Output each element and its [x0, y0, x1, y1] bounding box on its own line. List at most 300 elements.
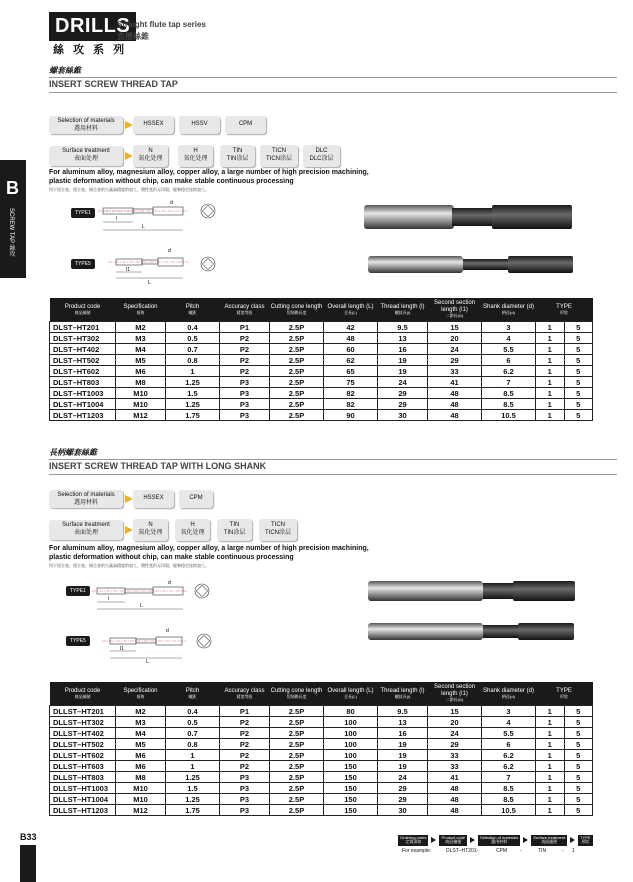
table-cell: M4 [116, 344, 166, 355]
table-cell: 1 [536, 366, 565, 377]
svg-text:l1: l1 [126, 267, 130, 273]
table-row [50, 344, 593, 355]
section2-table-body [50, 706, 593, 816]
table-cell: 10.5 [482, 410, 536, 421]
section1-description: For aluminum alloy, magnesium alloy, copper alloy, a large number of high precision machining, plastic deformation without chip, can make stable continuous processing [49, 169, 369, 185]
table-cell: 62 [324, 355, 378, 366]
section1-table-body [50, 322, 593, 421]
section1-rule [49, 77, 617, 78]
arrow-icon [570, 837, 575, 843]
series-title-en: Straight flute tap series [117, 20, 206, 29]
table-cell: DLST–HT502 [50, 355, 116, 366]
table-cell: 5 [564, 783, 593, 794]
table-cell: 29 [378, 783, 428, 794]
table-cell: P3 [220, 783, 270, 794]
svg-text:L: L [142, 224, 145, 230]
col-specification: Specification 規格 [116, 298, 166, 322]
table-row [50, 355, 593, 366]
table-row [50, 388, 593, 399]
table-cell: 24 [428, 344, 482, 355]
table-cell: 1 [536, 706, 565, 717]
table-row [50, 761, 593, 772]
table-cell: DLLST–HT1004 [50, 794, 116, 805]
brand-logo: DRILLS [49, 12, 136, 41]
col-thread-length: Thread length (l) 螺紋長(l) [378, 682, 428, 706]
table-cell: P3 [220, 772, 270, 783]
table-cell: 5 [564, 388, 593, 399]
svg-text:L: L [140, 603, 143, 609]
table-cell: 33 [428, 750, 482, 761]
table-cell: DLLST–HT502 [50, 739, 116, 750]
table-cell: 82 [324, 388, 378, 399]
table-cell: 6.2 [482, 750, 536, 761]
table-cell: 2.5P [270, 728, 324, 739]
table-cell: 48 [428, 794, 482, 805]
table-cell: 5 [564, 366, 593, 377]
table-cell: 9.5 [378, 706, 428, 717]
table-row [50, 805, 593, 816]
table-cell: P2 [220, 333, 270, 344]
material-option: HSSEX [133, 116, 174, 134]
table-cell: 2.5P [270, 717, 324, 728]
section2-rule-2 [49, 474, 617, 475]
section2-description-cn: 用于铝合金、镁合金、铜合金的大量高精度的加工，塑性变形无切屑，能够稳定连续加工。 [49, 563, 209, 568]
table-cell: P2 [220, 761, 270, 772]
table-cell: 48 [428, 388, 482, 399]
table-cell: M5 [116, 355, 166, 366]
table-cell: 10.5 [482, 805, 536, 816]
table-cell: 1 [536, 344, 565, 355]
table-cell: 100 [324, 750, 378, 761]
table-cell: 1.75 [166, 805, 220, 816]
table-cell: DLLST–HT1003 [50, 783, 116, 794]
type5-long-tap-drawing [92, 624, 222, 664]
table-cell: 100 [324, 728, 378, 739]
table-cell: 19 [378, 355, 428, 366]
arrow-icon [125, 495, 133, 503]
table-cell: 24 [378, 772, 428, 783]
table-cell: 48 [428, 410, 482, 421]
table-row [50, 794, 593, 805]
table-row [50, 739, 593, 750]
table-cell: 1 [166, 366, 220, 377]
table-cell: 5 [564, 728, 593, 739]
table-cell: P2 [220, 355, 270, 366]
table-cell: P3 [220, 805, 270, 816]
table-cell: P3 [220, 377, 270, 388]
table-cell: 5 [564, 750, 593, 761]
order-box: Product code 商品編號 [441, 835, 466, 845]
surface-option: TICN TICN涂层 [259, 519, 297, 541]
table-cell: 0.5 [166, 717, 220, 728]
table-cell: 24 [428, 728, 482, 739]
table-cell: DLST–HT602 [50, 366, 116, 377]
order-box: Surface treatment 表面處理 [533, 835, 566, 845]
section2-spec-table [49, 682, 593, 816]
table-cell: M10 [116, 783, 166, 794]
table-cell: 48 [428, 783, 482, 794]
type1-tag: TYPE1 [71, 208, 95, 218]
table-cell: P2 [220, 728, 270, 739]
table-cell: M6 [116, 366, 166, 377]
table-cell: 1.5 [166, 388, 220, 399]
table-cell: 30 [378, 410, 428, 421]
table-cell: 65 [324, 366, 378, 377]
col-shank-diameter: Shank diameter (d) 柄徑(d) [482, 682, 536, 706]
col-product-code: Product code 商品編號 [50, 682, 116, 706]
table-cell: 2.5P [270, 739, 324, 750]
table-cell: P2 [220, 750, 270, 761]
surface-option: N 氮化处理 [133, 519, 168, 541]
section1-description-cn: 用于铝合金、镁合金、铜合金的大量高精度的加工，塑性变形无切屑，能够稳定连续加工。 [49, 187, 209, 192]
section2-title-en: INSERT SCREW THREAD TAP WITH LONG SHANK [49, 461, 267, 471]
table-row [50, 728, 593, 739]
surface-option: H 氧化处理 [178, 145, 213, 167]
arrow-icon [523, 837, 528, 843]
table-cell: 150 [324, 805, 378, 816]
table-row [50, 399, 593, 410]
table-cell: 6.2 [482, 761, 536, 772]
table-cell: 1 [536, 322, 565, 333]
table-cell: 30 [378, 805, 428, 816]
table-row [50, 333, 593, 344]
svg-text:L: L [148, 280, 151, 286]
table-cell: 24 [378, 377, 428, 388]
table-cell: 2.5P [270, 706, 324, 717]
section1-title-cn: 螺套絲錐 [49, 66, 81, 75]
section1-rule-2 [49, 92, 617, 93]
table-cell: 6.2 [482, 366, 536, 377]
series-title-cn: 直槽絲錐 [117, 32, 149, 41]
table-cell: 20 [428, 717, 482, 728]
table-cell: 2.5P [270, 322, 324, 333]
table-cell: 1.25 [166, 794, 220, 805]
material-option: CPM [179, 490, 213, 508]
surface-option: TIN TIN涂层 [217, 519, 252, 541]
table-cell: 19 [378, 366, 428, 377]
section2-materials-label: Selection of materials 選用材料 [49, 490, 123, 508]
table-cell: 5 [564, 794, 593, 805]
section2-description: For aluminum alloy, magnesium alloy, copper alloy, a large number of high precision machining, plastic deformation without chip, can make stable continuous processing [49, 545, 369, 561]
chapter-tab [0, 160, 26, 278]
surface-option: TIN TIN涂层 [220, 145, 255, 167]
table-cell: M4 [116, 728, 166, 739]
long-tap-photo-1 [366, 577, 578, 605]
table-cell: 19 [378, 739, 428, 750]
table-row [50, 750, 593, 761]
surface-option: TICN TICN涂层 [260, 145, 298, 167]
table-cell: 1 [536, 388, 565, 399]
order-box: TYPE 形狀 [580, 835, 591, 845]
table-cell: 19 [378, 750, 428, 761]
material-option: HSSEX [133, 490, 174, 508]
table-cell: 5 [564, 333, 593, 344]
table-cell: 100 [324, 717, 378, 728]
arrow-icon [470, 837, 475, 843]
table-cell: 42 [324, 322, 378, 333]
table-cell: 2.5P [270, 783, 324, 794]
table-cell: M10 [116, 388, 166, 399]
table-cell: 5 [564, 355, 593, 366]
table-cell: M5 [116, 739, 166, 750]
surface-option: H 氧化处理 [175, 519, 210, 541]
table-cell: 29 [378, 399, 428, 410]
table-cell: M8 [116, 377, 166, 388]
table-cell: 150 [324, 794, 378, 805]
col-type: TYPE 形狀 [536, 298, 593, 322]
table-cell: 5 [564, 344, 593, 355]
table-cell: 150 [324, 783, 378, 794]
table-cell: 1 [536, 355, 565, 366]
svg-text:l: l [116, 216, 118, 222]
table-row [50, 377, 593, 388]
table-cell: M12 [116, 410, 166, 421]
table-cell: 5 [564, 761, 593, 772]
table-cell: P2 [220, 717, 270, 728]
section1-spec-table [49, 298, 593, 421]
tap-photo-long [362, 200, 577, 234]
table-cell: P3 [220, 410, 270, 421]
svg-text:L: L [146, 659, 149, 664]
table-cell: M8 [116, 772, 166, 783]
table-cell: P1 [220, 322, 270, 333]
table-cell: 0.7 [166, 344, 220, 355]
section2-surface-label: Surface treatment 表面处理 [49, 520, 123, 540]
table-row [50, 717, 593, 728]
table-cell: 5 [564, 410, 593, 421]
table-cell: P2 [220, 344, 270, 355]
table-cell: 0.4 [166, 322, 220, 333]
table-cell: 1 [536, 717, 565, 728]
table-cell: 0.8 [166, 355, 220, 366]
table-cell: 5 [564, 399, 593, 410]
table-cell: M3 [116, 717, 166, 728]
table-cell: 80 [324, 706, 378, 717]
table-cell: 41 [428, 377, 482, 388]
table-cell: P3 [220, 399, 270, 410]
table-cell: 15 [428, 706, 482, 717]
table-cell: P2 [220, 739, 270, 750]
table-cell: 2.5P [270, 410, 324, 421]
type1-long-tap-drawing [92, 576, 222, 616]
table-cell: 8.5 [482, 783, 536, 794]
table-header-row [50, 298, 593, 322]
table-row [50, 366, 593, 377]
arrow-icon [125, 121, 133, 129]
table-row [50, 783, 593, 794]
table-cell: 9.5 [378, 322, 428, 333]
table-cell: M2 [116, 706, 166, 717]
table-cell: 48 [324, 333, 378, 344]
svg-text:d: d [168, 248, 171, 254]
table-cell: 150 [324, 761, 378, 772]
table-cell: 1 [536, 772, 565, 783]
table-cell: 1.25 [166, 377, 220, 388]
table-cell: 6 [482, 355, 536, 366]
table-cell: 5 [564, 322, 593, 333]
table-cell: 8.5 [482, 399, 536, 410]
table-cell: 29 [428, 739, 482, 750]
table-cell: 1 [536, 739, 565, 750]
col-second-length: Second section length (l1) 二節長(l1) [428, 682, 482, 706]
table-cell: 2.5P [270, 805, 324, 816]
table-cell: 33 [428, 761, 482, 772]
table-cell: 82 [324, 399, 378, 410]
col-product-code: Product code 商品編號 [50, 298, 116, 322]
table-cell: DLLST–HT803 [50, 772, 116, 783]
order-box: Ordering notes 定貨須知 [400, 835, 427, 845]
table-cell: 1.5 [166, 783, 220, 794]
table-cell: 3 [482, 706, 536, 717]
table-row [50, 322, 593, 333]
table-cell: 48 [428, 399, 482, 410]
table-cell: M6 [116, 750, 166, 761]
table-cell: 16 [378, 344, 428, 355]
table-cell: 0.8 [166, 739, 220, 750]
table-cell: 1 [536, 728, 565, 739]
table-cell: 15 [428, 322, 482, 333]
table-cell: 1 [536, 333, 565, 344]
table-cell: 90 [324, 410, 378, 421]
table-cell: 100 [324, 739, 378, 750]
svg-text:l1: l1 [120, 646, 124, 652]
table-cell: DLST–HT1003 [50, 388, 116, 399]
type5-tag: TYPE5 [71, 259, 95, 269]
col-cutting-cone: Cutting cone length 切削錐長度 [270, 682, 324, 706]
table-cell: 13 [378, 717, 428, 728]
col-pitch: Pitch 螺距 [166, 298, 220, 322]
table-cell: M6 [116, 761, 166, 772]
table-cell: 4 [482, 333, 536, 344]
col-shank-diameter: Shank diameter (d) 柄徑(d) [482, 298, 536, 322]
table-cell: 5.5 [482, 344, 536, 355]
table-cell: DLLST–HT603 [50, 761, 116, 772]
table-cell: 5.5 [482, 728, 536, 739]
table-cell: 2.5P [270, 750, 324, 761]
brand-title-cn: 絲 攻 系 列 [53, 44, 128, 56]
table-cell: 1.25 [166, 772, 220, 783]
table-cell: 1.75 [166, 410, 220, 421]
col-thread-length: Thread length (l) 螺紋長(l) [378, 298, 428, 322]
order-legend [398, 835, 593, 846]
long-tap-photo-2 [366, 620, 578, 644]
table-cell: 1.25 [166, 399, 220, 410]
col-second-length: Second section length (l1) 二節長(l1) [428, 298, 482, 322]
table-cell: DLLST–HT1203 [50, 805, 116, 816]
section2-title-cn: 長柄螺套絲錐 [49, 448, 97, 457]
table-cell: M10 [116, 399, 166, 410]
table-cell: 1 [536, 410, 565, 421]
table-cell: 33 [428, 366, 482, 377]
section1-materials-label: Selection of materials 選用材料 [49, 116, 123, 134]
table-cell: 29 [378, 794, 428, 805]
table-cell: 1 [536, 377, 565, 388]
table-cell: DLST–HT201 [50, 322, 116, 333]
table-cell: 5 [564, 739, 593, 750]
table-cell: 1 [536, 794, 565, 805]
table-cell: 16 [378, 728, 428, 739]
material-option: HSSV [179, 116, 220, 134]
table-cell: 19 [378, 761, 428, 772]
table-cell: 41 [428, 772, 482, 783]
table-cell: 1 [166, 750, 220, 761]
page-number: B33 [20, 832, 37, 842]
svg-text:l: l [108, 596, 110, 602]
table-cell: 1 [536, 783, 565, 794]
arrow-icon [125, 526, 133, 534]
section2-rule [49, 459, 617, 460]
table-cell: 2.5P [270, 333, 324, 344]
table-cell: 8.5 [482, 388, 536, 399]
table-cell: M3 [116, 333, 166, 344]
order-box: Selection of materials 選用材料 [480, 835, 519, 845]
table-cell: M12 [116, 805, 166, 816]
table-cell: 5 [564, 717, 593, 728]
col-cutting-cone: Cutting cone length 切削錐長度 [270, 298, 324, 322]
table-cell: 0.7 [166, 728, 220, 739]
table-cell: DLST–HT1203 [50, 410, 116, 421]
table-cell: M2 [116, 322, 166, 333]
svg-text:d: d [170, 200, 173, 206]
svg-text:d: d [166, 628, 169, 634]
table-cell: 7 [482, 377, 536, 388]
table-cell: 6 [482, 739, 536, 750]
table-cell: DLST–HT803 [50, 377, 116, 388]
chapter-label: SCREW TAP 絲攻 [8, 208, 14, 257]
table-cell: DLST–HT1004 [50, 399, 116, 410]
table-cell: 2.5P [270, 761, 324, 772]
table-row [50, 706, 593, 717]
table-cell: 20 [428, 333, 482, 344]
col-overall-length: Overall length (L) 全長(L) [324, 682, 378, 706]
table-cell: 8.5 [482, 794, 536, 805]
section1-surface-label: Surface treatment 表面处理 [49, 146, 123, 166]
table-cell: 1 [166, 761, 220, 772]
table-cell: 0.4 [166, 706, 220, 717]
col-type: TYPE 形狀 [536, 682, 593, 706]
type5-tap-drawing [98, 244, 228, 286]
table-cell: 0.5 [166, 333, 220, 344]
table-cell: P3 [220, 388, 270, 399]
order-example: For example: DLST–HT201- CPM - TIN - 1 [402, 848, 575, 854]
table-header-row [50, 682, 593, 706]
table-cell: DLST–HT402 [50, 344, 116, 355]
table-cell: 2.5P [270, 344, 324, 355]
table-cell: 2.5P [270, 366, 324, 377]
table-cell: 75 [324, 377, 378, 388]
table-cell: 1 [536, 805, 565, 816]
table-cell: 1 [536, 761, 565, 772]
table-cell: P1 [220, 706, 270, 717]
table-cell: 5 [564, 772, 593, 783]
chapter-letter: B [6, 178, 19, 198]
col-overall-length: Overall length (L) 全長(L) [324, 298, 378, 322]
table-cell: DLLST–HT602 [50, 750, 116, 761]
table-cell: 7 [482, 772, 536, 783]
table-cell: DLST–HT302 [50, 333, 116, 344]
type5-tag: TYPE5 [66, 636, 90, 646]
table-cell: M10 [116, 794, 166, 805]
table-cell: 2.5P [270, 399, 324, 410]
table-cell: 2.5P [270, 355, 324, 366]
table-cell: 5 [564, 805, 593, 816]
tap-photo-short [366, 253, 576, 277]
surface-option: DLC DLC涂层 [303, 145, 340, 167]
table-cell: 2.5P [270, 388, 324, 399]
material-option: CPM [225, 116, 266, 134]
type1-tag: TYPE1 [66, 586, 90, 596]
table-cell: 2.5P [270, 377, 324, 388]
